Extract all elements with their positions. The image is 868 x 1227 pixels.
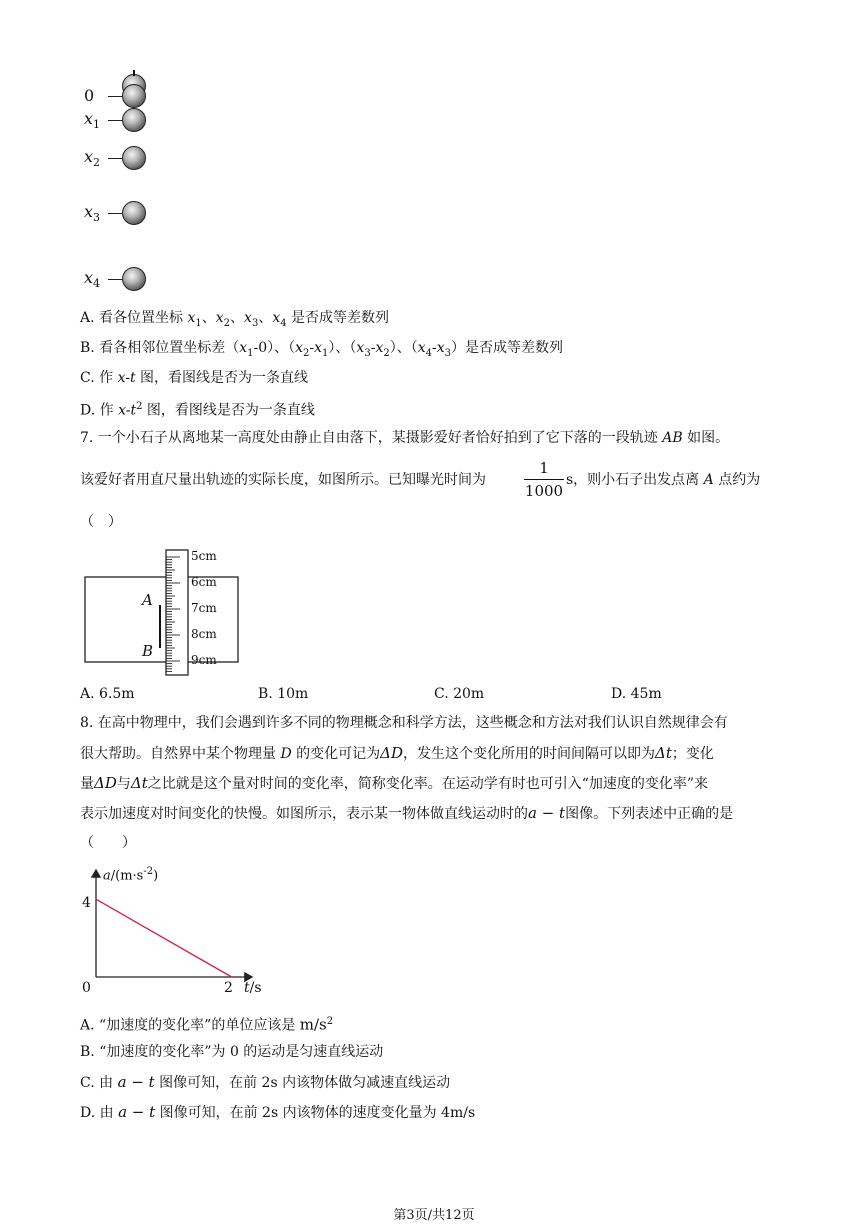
chart-origin-label: 0 — [82, 980, 91, 996]
q7-ruler-figure — [80, 545, 250, 680]
position-tick-x2 — [108, 158, 122, 159]
chart-y-tick-label: 4 — [82, 895, 91, 911]
q6-option-c: C. 作 x-t 图，看图线是否为一条直线 — [80, 370, 309, 386]
ball-stem — [133, 70, 135, 76]
series-line — [96, 899, 232, 977]
q7-stem-line1: 7. 一个小石子从离地某一高度处由静止自由落下，某摄影爱好者恰好拍到了它下落的一段轨迹 AB 如图。 — [80, 430, 730, 446]
ball-0 — [122, 84, 146, 108]
q7-choice-b: B. 10m — [258, 686, 309, 702]
q7-stem-line2-end: s，则小石子出发点离 A 点约为 — [566, 472, 761, 488]
q8-stem-line4: 表示加速度对时间变化的快慢。如图所示，表示某一物体做直线运动时的a − t图像。下列表述中正确的是 — [80, 804, 734, 822]
page-footer: 第3页/共12页 — [393, 1208, 475, 1223]
q8-at-chart — [70, 862, 270, 1002]
q8-option-c: C. 由 a − t 图像可知，在前 2s 内该物体做匀减速直线运动 — [80, 1073, 451, 1091]
q8-stem-line2: 很大帮助。自然界中某个物理量 D 的变化可记为ΔD，发生这个变化所用的时间间隔可以即为Δt；变化 — [80, 744, 714, 762]
position-label-x1: $x_1$ — [84, 109, 101, 132]
position-label-x2: $x_2$ — [84, 147, 101, 170]
ball-x3 — [122, 201, 146, 225]
q7-stem-line2: 该爱好者用直尺量出轨迹的实际长度，如图所示。已知曝光时间为 — [80, 472, 486, 488]
photo-frame — [85, 577, 238, 662]
q8-stem-line3: 量ΔD与Δt之比就是这个量对时间的变化率，简称变化率。在运动学有时也可引入“加速度的变化率”来 — [80, 774, 709, 792]
position-label-x4: $x_4$ — [84, 268, 101, 291]
ruler-label-7cm: 7cm — [191, 601, 217, 615]
position-label-x3: $x_3$ — [84, 202, 101, 225]
ball-x1 — [122, 108, 146, 132]
position-tick-0 — [108, 96, 122, 97]
q7-exposure-fraction — [524, 458, 564, 501]
position-tick-x3 — [108, 213, 122, 214]
q7-label-a: A — [142, 591, 153, 609]
q8-answer-paren: （ ） — [80, 835, 136, 851]
q8-option-a: A. “加速度的变化率”的单位应该是 $m/s^2$ — [80, 1015, 334, 1034]
chart-ylabel: $a/(m\cdot s^{-2})$ — [103, 866, 159, 884]
q6-option-b: B. 看各相邻位置坐标差$(x_1-0)$、$(x_2-x_1)$、$(x_3-x_2)$、$(x_4-x_3)$是否成等差数列 — [80, 340, 564, 359]
ruler-label-9cm: 9cm — [191, 653, 217, 667]
q8-stem-line1: 8. 在高中物理中，我们会遇到许多不同的物理概念和科学方法，这些概念和方法对我们认识自然规律会有 — [80, 715, 728, 731]
q7-choice-d: D. 45m — [611, 686, 662, 702]
q6-option-a: A. 看各位置坐标 $x_1$、$x_2$、$x_3$、$x_4$ 是否成等差数列 — [80, 310, 390, 329]
ball-x2 — [122, 146, 146, 170]
position-tick-x1 — [108, 120, 122, 121]
ruler-label-6cm: 6cm — [191, 575, 217, 589]
ball-x4 — [122, 267, 146, 291]
q6-option-d: D. 作 $x-t^2$ 图，看图线是否为一条直线 — [80, 401, 315, 419]
chart-x-tick-label: 2 — [224, 980, 233, 996]
q8-option-d: D. 由 a − t 图像可知，在前 2s 内该物体的速度变化量为 4m/s — [80, 1103, 476, 1121]
position-label-0: 0 — [84, 86, 95, 105]
chart-xlabel: t/s — [244, 980, 262, 996]
ruler-label-8cm: 8cm — [191, 627, 217, 641]
fraction-denominator: 1000 — [524, 482, 564, 500]
q7-answer-paren: （ ） — [80, 514, 122, 530]
q7-label-b: B — [142, 642, 154, 660]
q7-choice-c: C. 20m — [434, 686, 485, 702]
ruler-label-5cm: 5cm — [191, 549, 217, 563]
position-tick-x4 — [108, 279, 122, 280]
fraction-bar — [524, 479, 564, 480]
q8-option-b: B. “加速度的变化率”为 0 的运动是匀速直线运动 — [80, 1044, 384, 1060]
q7-choice-a: A. 6.5m — [80, 686, 135, 702]
fraction-numerator: 1 — [539, 459, 549, 477]
